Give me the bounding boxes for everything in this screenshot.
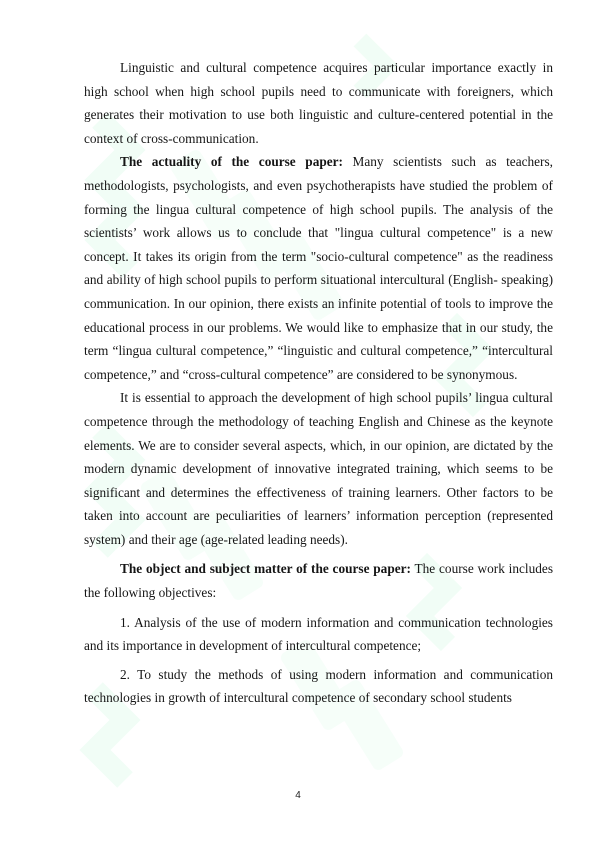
paragraph-intro [84, 56, 553, 150]
paragraph-actuality [84, 150, 553, 386]
paragraph-text: It is essential to approach the development of high school pupils’ lingua cultural competence through the methodology of teaching English and Chinese as the keynote elements. We are to consider several aspects, which, in our opinion, are dictated by the modern dynamic development of innovative integrated training, which seems to be significant and determines the effectiveness of training learners. Other factors to be taken into account are peculiarities of learners’ information perception (represented system) and their age (age-related leading needs). [84, 390, 553, 547]
paragraph-text: Linguistic and cultural competence acquires particular importance exactly in high school when high school pupils need to communicate with foreigners, which generates their motivation to use both linguistic and culture-centered potential in the context of cross-communication. [84, 60, 553, 146]
body-text [84, 56, 553, 710]
page-number: 4 [295, 790, 301, 801]
objective-item-1 [84, 611, 553, 658]
paragraph-lead: The object and subject matter of the course paper: [120, 561, 411, 577]
objective-item-2 [84, 663, 553, 710]
paragraph-object-subject [84, 557, 553, 604]
paragraph-approach [84, 386, 553, 551]
paragraph-text: 2. To study the methods of using modern information and communication technologies in growth of intercultural competence of secondary school students [84, 666, 553, 706]
paragraph-text: 1. Analysis of the use of modern information and communication technologies and its importance in development of intercultural competence; [84, 614, 553, 654]
paragraph-lead: The actuality of the course paper: [120, 154, 343, 170]
paragraph-text: Many scientists such as teachers, methodologists, psychologists, and even psychotherapists have studied the problem of forming the lingua cultural competence of high school pupils. The analysis of the scientists’ work allows us to conclude that "lingua cultural competence" is a new concept. It takes its origin from the term "socio-cultural competence" as the readiness and ability of high school pupils to perform situational intercultural (English- speaking) communication. In our opinion, there exists an infinite potential of tools to improve the educational process in our problems. We would like to emphasize that in our study, the term “lingua cultural competence,” “linguistic and cultural competence,” “intercultural competence,” and “cross-cultural competence” are considered to be synonymous. [84, 154, 553, 382]
paragraph-text: The course work includes the following objectives: [84, 561, 553, 601]
